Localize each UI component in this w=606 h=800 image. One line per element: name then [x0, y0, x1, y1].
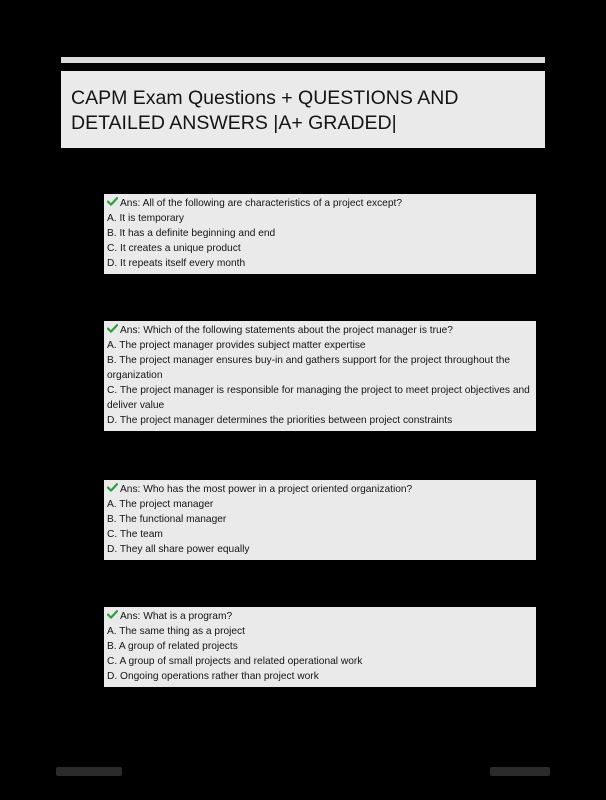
answer-option: A. The same thing as a project — [107, 626, 245, 637]
answer-option: B. The project manager ensures buy-in and gathers support for the project throughout the organization — [107, 355, 511, 381]
answer-option: D. The project manager determines the priorities between project constraints — [107, 415, 453, 426]
question-text: Ans: What is a program? — [120, 611, 233, 622]
answer-option: C. A group of small projects and related operational work — [107, 656, 363, 667]
question-card-1 — [104, 194, 536, 274]
question-line — [107, 482, 532, 497]
answer-option: A. The project manager provides subject matter expertise — [107, 340, 366, 351]
question-text: Ans: Which of the following statements about the project manager is true? — [120, 325, 453, 336]
footer-brand-redacted — [56, 767, 122, 776]
answer-option: D. They all share power equally — [107, 544, 250, 555]
answer-option: B. It has a definite beginning and end — [107, 228, 276, 239]
question-line — [107, 323, 532, 338]
answer-option: B. The functional manager — [107, 514, 227, 525]
checkmark-icon — [107, 483, 118, 492]
answer-option: A. It is temporary — [107, 213, 184, 224]
answer-option: B. A group of related projects — [107, 641, 238, 652]
checkmark-icon — [107, 324, 118, 333]
question-card-4 — [104, 607, 536, 687]
question-line — [107, 609, 532, 624]
answer-option: C. The project manager is responsible for managing the project to meet project objectives and deliver value — [107, 385, 530, 411]
checkmark-icon — [107, 610, 118, 619]
document-title: CAPM Exam Questions + QUESTIONS AND DETAILED ANSWERS |A+ GRADED| — [71, 87, 459, 134]
answer-option: D. It repeats itself every month — [107, 258, 246, 269]
answer-option: C. It creates a unique product — [107, 243, 241, 254]
question-line — [107, 196, 532, 211]
answer-option: D. Ongoing operations rather than project work — [107, 671, 319, 682]
footer-page-number-redacted — [490, 767, 550, 776]
answer-option: A. The project manager — [107, 499, 214, 510]
checkmark-icon — [107, 197, 118, 206]
question-card-3 — [104, 480, 536, 560]
question-card-2 — [104, 321, 536, 431]
top-divider — [61, 57, 545, 63]
document-title-box — [61, 71, 545, 148]
question-text: Ans: All of the following are characteristics of a project except? — [120, 198, 402, 209]
answer-option: C. The team — [107, 529, 163, 540]
question-text: Ans: Who has the most power in a project oriented organization? — [120, 484, 413, 495]
